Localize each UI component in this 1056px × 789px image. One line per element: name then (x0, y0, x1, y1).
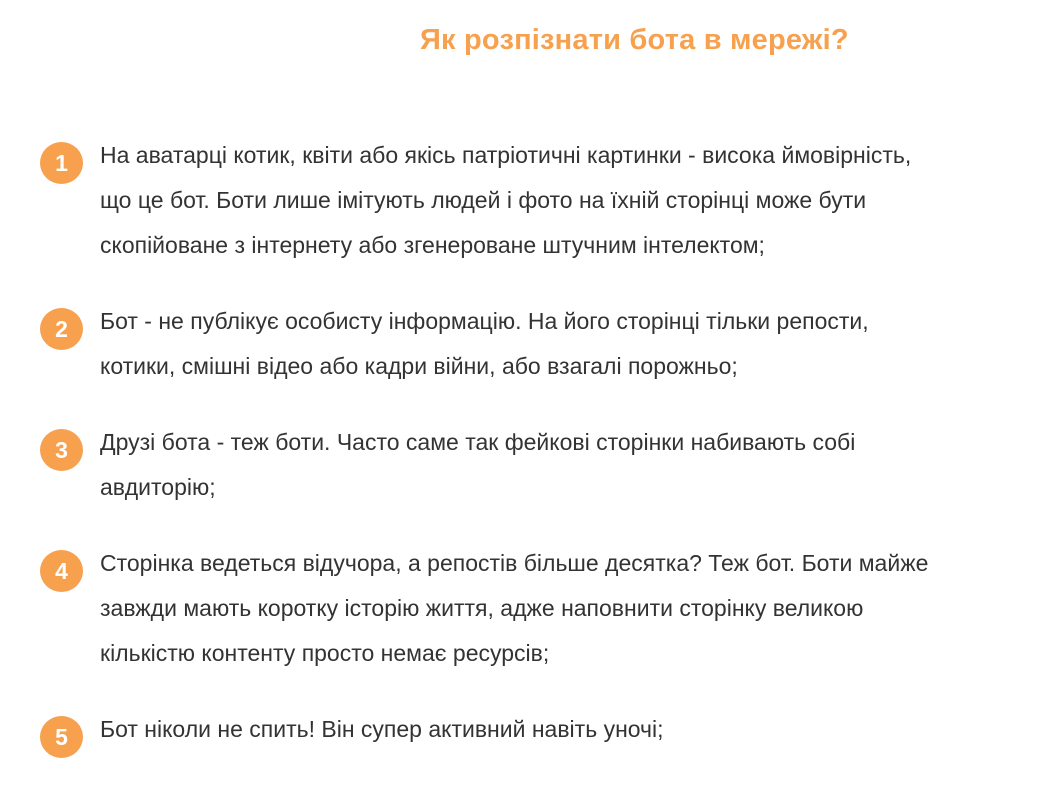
item-text-line: Друзі бота - теж боти. Часто саме так фейкові сторінки набивають собі (100, 429, 856, 455)
item-text-line: завжди мають коротку історію життя, адже наповнити сторінку великою (100, 595, 864, 621)
item-number-badge: 1 (40, 142, 83, 184)
item-number-badge: 5 (40, 716, 83, 758)
list-item-5 (40, 707, 1020, 758)
page-title: Як розпізнати бота в мережі? (420, 24, 849, 56)
item-text (100, 707, 664, 752)
item-number-badge: 2 (40, 308, 83, 350)
item-text (100, 420, 855, 510)
item-text (100, 541, 928, 676)
item-text-line: Бот - не публікує особисту інформацію. На його сторінці тільки репости, (100, 308, 869, 334)
item-text-line: скопійоване з інтернету або згенероване штучним інтелектом; (100, 232, 765, 258)
list-item-2 (40, 299, 1020, 389)
list-item-3 (40, 420, 1020, 510)
item-text-line: котики, смішні відео або кадри війни, або взагалі порожньо; (100, 353, 738, 379)
item-text-line: Бот ніколи не спить! Він супер активний навіть уночі; (100, 716, 664, 742)
item-text (100, 133, 911, 268)
item-text-line: Сторінка ведеться відучора, а репостів більше десятка? Теж бот. Боти майже (100, 550, 929, 576)
item-text (100, 299, 869, 389)
item-text-line: На аватарці котик, квіти або якісь патріотичні картинки - висока ймовірність, (100, 142, 912, 168)
item-text-line: що це бот. Боти лише імітують людей і фото на їхній сторінці може бути (100, 187, 867, 213)
item-text-line: авдиторію; (100, 474, 216, 500)
item-number-badge: 3 (40, 429, 83, 471)
list-item-1 (40, 133, 1020, 268)
item-number-badge: 4 (40, 550, 83, 592)
bot-signs-list (40, 133, 1020, 789)
list-item-4 (40, 541, 1020, 676)
item-text-line: кількістю контенту просто немає ресурсів; (100, 640, 550, 666)
